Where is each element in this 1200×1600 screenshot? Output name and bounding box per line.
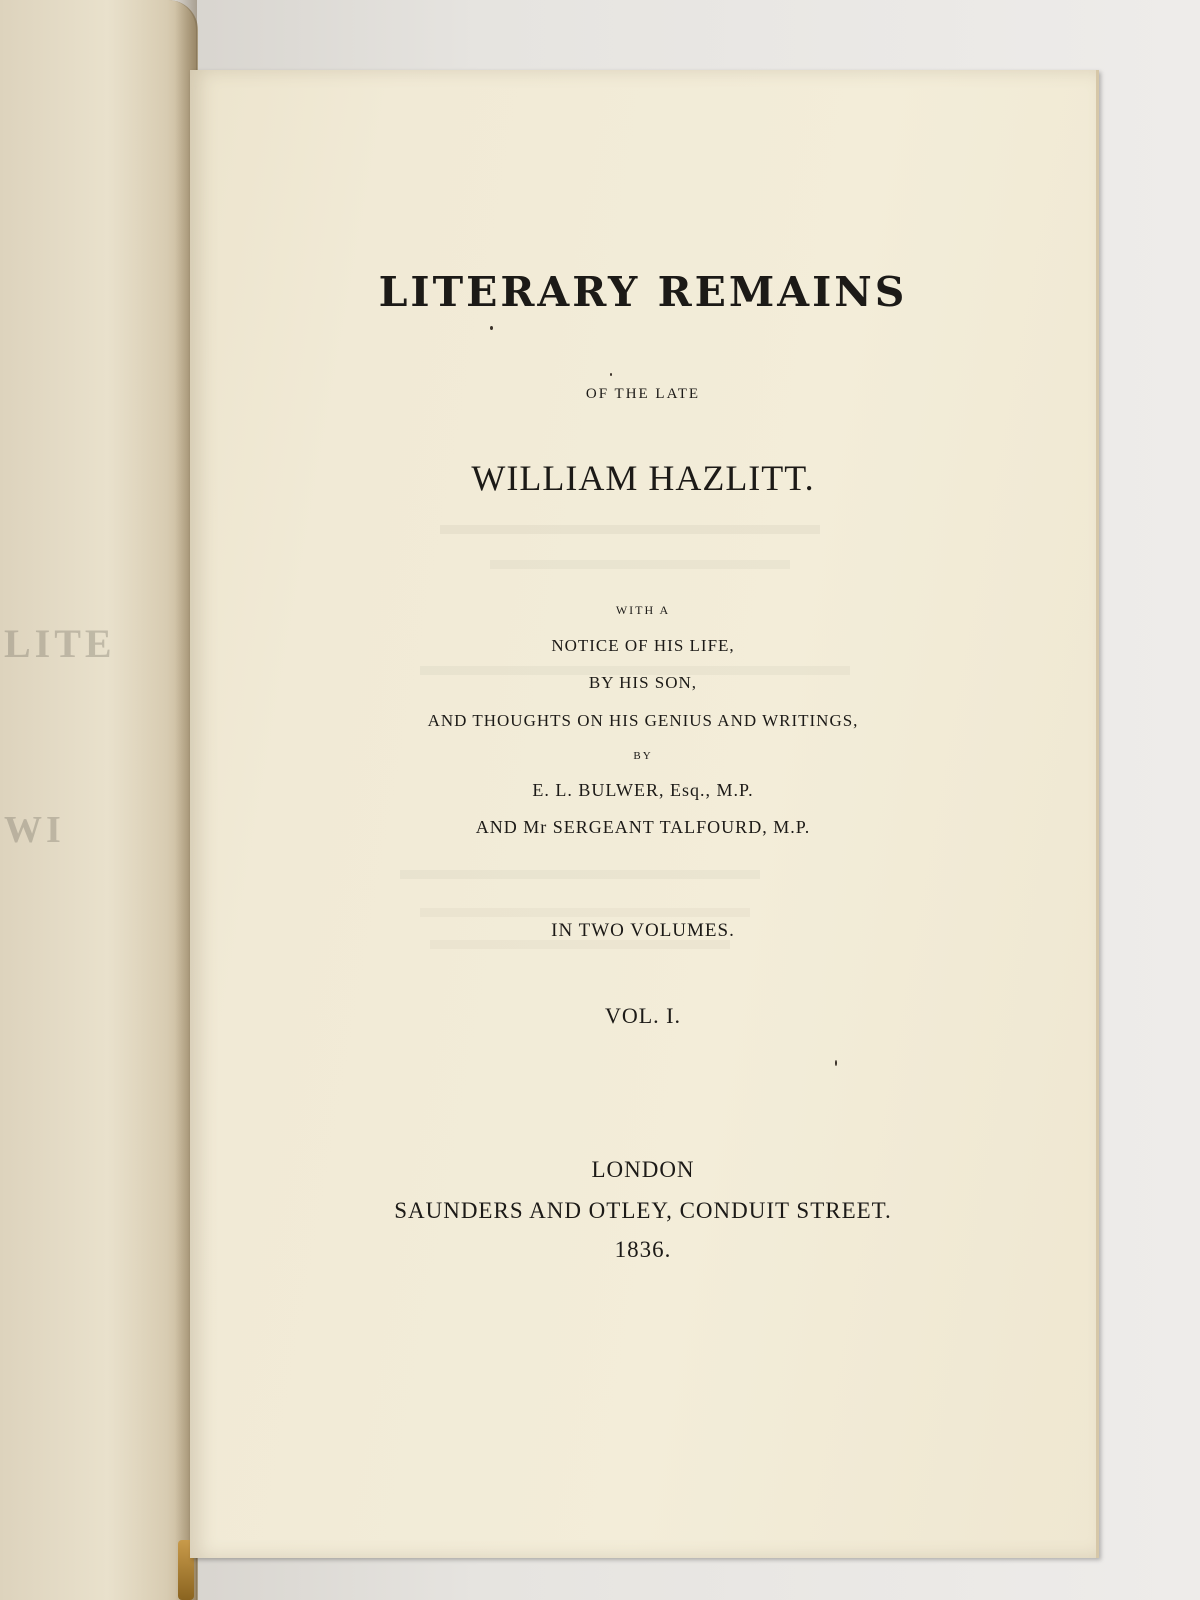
imprint-publisher: SAUNDERS AND OTLEY, CONDUIT STREET.: [394, 1198, 892, 1223]
contributor-talfourd: AND Mr SERGEANT TALFOURD, M.P.: [475, 817, 811, 837]
imprint-year: 1836.: [614, 1237, 672, 1262]
show-through-mark: [400, 870, 760, 879]
by-line: BY: [633, 750, 653, 762]
volumes-line: IN TWO VOLUMES.: [551, 920, 735, 941]
with-a-line: WITH A: [615, 603, 671, 617]
left-facing-page: [0, 0, 198, 1600]
of-the-late-line: OF THE LATE: [585, 386, 701, 402]
foxing-speck: [490, 326, 493, 330]
volume-number: VOL. I.: [604, 1003, 682, 1028]
book-title: LITERARY REMAINS: [378, 268, 908, 316]
show-through-mark: [490, 560, 790, 569]
foxing-speck: [835, 1060, 837, 1066]
title-page: [190, 70, 1099, 1558]
show-through-mark: [420, 908, 750, 917]
offset-text-bottom: WI: [4, 809, 65, 851]
contributor-bulwer: E. L. BULWER, Esq., M.P.: [532, 780, 754, 800]
by-son-line: BY HIS SON,: [588, 673, 698, 692]
show-through-mark: [440, 525, 820, 534]
foxing-speck: [610, 373, 612, 376]
offset-text-top: LITE: [4, 621, 116, 666]
notice-line: NOTICE OF HIS LIFE,: [551, 636, 735, 655]
thoughts-line: AND THOUGHTS ON HIS GENIUS AND WRITINGS,: [427, 711, 859, 730]
author-name: WILLIAM HAZLITT.: [471, 458, 815, 498]
imprint-city: LONDON: [591, 1157, 695, 1182]
